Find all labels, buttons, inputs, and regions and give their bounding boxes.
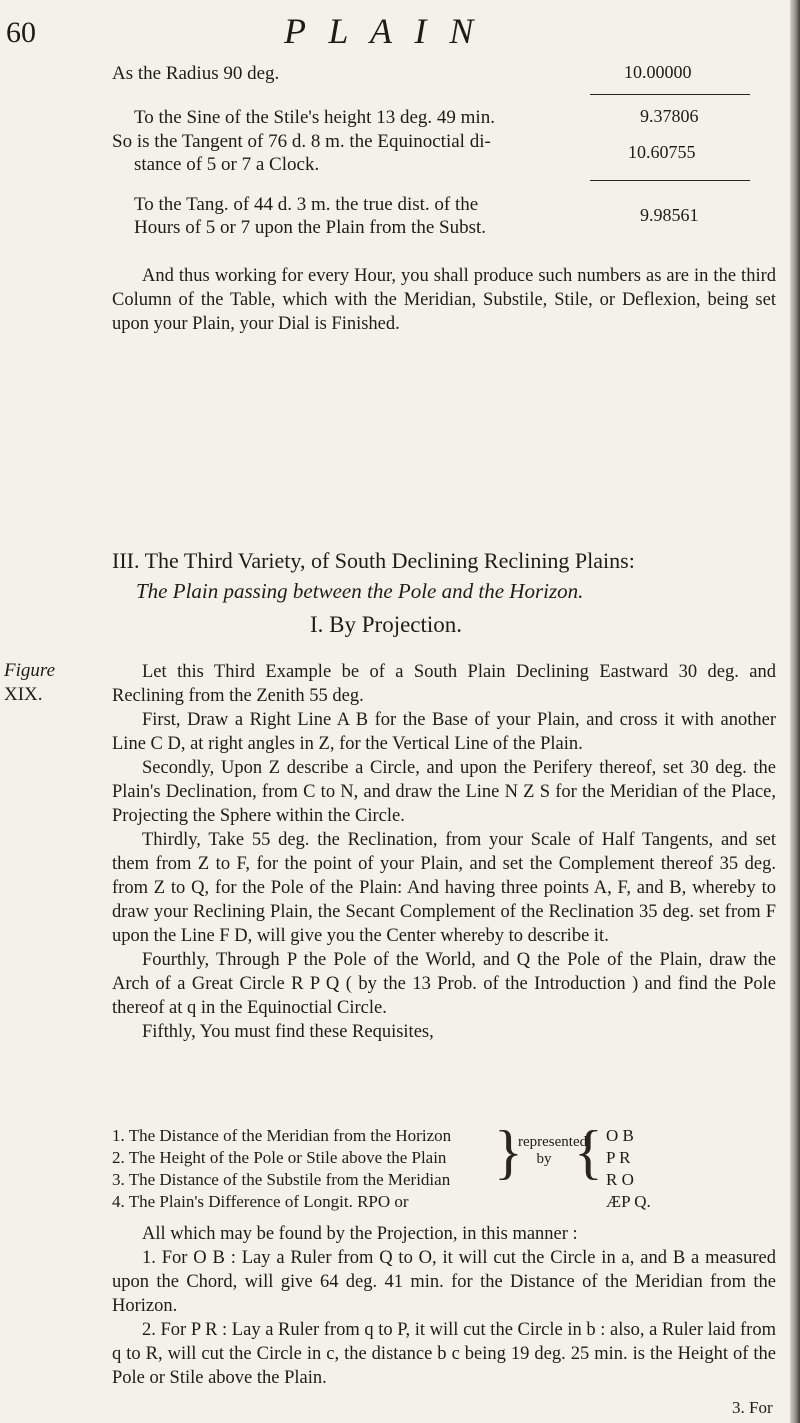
radius-value: 10.00000 — [624, 62, 692, 82]
result-line-1: To the Tang. of 44 d. 3 m. the true dist. of the — [134, 194, 479, 215]
paragraph: Thirdly, Take 55 deg. the Reclination, from your Scale of Half Tangents, and set them from Z to F, for the point of your Plain, and set the Complement thereof 35 deg. from Z to Q, for the Pole of the Plain: And having three points A, F, and B, whereby to draw your Reclining Plain, the Secant Complement of the Reclination 35 deg. set from F upon the Line F D, will give you the Center whereby to describe it. — [112, 830, 776, 946]
page-number: 60 — [6, 16, 36, 49]
requisite-letter: P R — [606, 1148, 631, 1167]
closing-text — [112, 1222, 776, 1390]
brace-label: represented by — [518, 1134, 588, 1167]
paragraph: 1. For O B : Lay a Ruler from Q to O, it will cut the Circle in a, and B a measured upon the Chord, will give 64 deg. 41 min. for the Distance of the Meridian from the Horizon. — [112, 1248, 776, 1316]
tangent-value: 10.60755 — [628, 142, 696, 162]
paragraph: Let this Third Example be of a South Plain Declining Eastward 30 deg. and Reclining from the Zenith 55 deg. — [112, 662, 776, 706]
left-brace: } — [494, 1119, 523, 1185]
page-edge — [790, 0, 800, 1423]
sine-line: To the Sine of the Stile's height 13 deg. 49 min. — [134, 107, 495, 128]
requisite-item: 2. The Height of the Pole or Stile above the Plain — [112, 1148, 447, 1167]
radius-line: As the Radius 90 deg. — [112, 63, 280, 84]
figure-label: Figure — [4, 660, 56, 681]
rule — [590, 94, 750, 95]
section-heading: I. By Projection. — [310, 612, 463, 637]
requisite-item: 1. The Distance of the Meridian from the Horizon — [112, 1126, 452, 1145]
requisite-item: 3. The Distance of the Substile from the Meridian — [112, 1170, 451, 1189]
requisite-item: 4. The Plain's Difference of Longit. RPO or — [112, 1192, 409, 1211]
paragraph: All which may be found by the Projection, in this manner : — [142, 1224, 578, 1244]
section-title: III. The Third Variety, of South Declining Reclining Plains: — [112, 548, 635, 573]
intro-text: And thus working for every Hour, you shall produce such numbers as are in the third Column of the Table, which with the Meridian, Substile, Stile, or Deflexion, being set upon your Plain, your Dial is Finished. — [112, 266, 776, 334]
paragraph: Secondly, Upon Z describe a Circle, and upon the Perifery thereof, set 30 deg. the Plain's Declination, from C to N, and draw the Line N Z S for the Meridian of the Place, Projecting the Sphere within the Circle. — [112, 758, 776, 826]
tangent-line-2: stance of 5 or 7 a Clock. — [134, 154, 320, 175]
figure-numeral: XIX. — [4, 684, 43, 705]
requisite-letter: O B — [606, 1126, 634, 1145]
requisite-letter: R O — [606, 1170, 634, 1189]
paragraph: First, Draw a Right Line A B for the Base of your Plain, and cross it with another Line C D, at right angles in Z, for the Vertical Line of the Plain. — [112, 710, 776, 754]
intro-paragraph — [112, 264, 776, 336]
result-value: 9.98561 — [640, 205, 699, 225]
rule — [590, 180, 750, 181]
requisite-letter: ÆP Q. — [606, 1192, 651, 1211]
running-title: P L A I N — [284, 11, 481, 51]
tangent-line-1: So is the Tangent of 76 d. 8 m. the Equinoctial di- — [112, 131, 491, 152]
sine-value: 9.37806 — [640, 106, 699, 126]
paragraph: Fourthly, Through P the Pole of the World, and Q the Pole of the Plain, draw the Arch of a Great Circle R P Q ( by the 13 Prob. of the Introduction ) and find the Pole thereof at q in the Equinoctial Circle. — [112, 950, 776, 1018]
paragraph: Fifthly, You must find these Requisites, — [142, 1022, 434, 1042]
body-text — [112, 660, 776, 1044]
paragraph: 2. For P R : Lay a Ruler from q to P, it will cut the Circle in b : also, a Ruler laid from q to R, will cut the Circle in c, the distance b c being 19 deg. 25 min. is the Height of the Pole or Stile above the Plain. — [112, 1320, 776, 1388]
catchword: 3. For — [732, 1398, 773, 1417]
result-line-2: Hours of 5 or 7 upon the Plain from the Subst. — [134, 217, 487, 238]
section-subtitle: The Plain passing between the Pole and the Horizon. — [136, 579, 584, 603]
right-brace: { — [574, 1119, 603, 1185]
